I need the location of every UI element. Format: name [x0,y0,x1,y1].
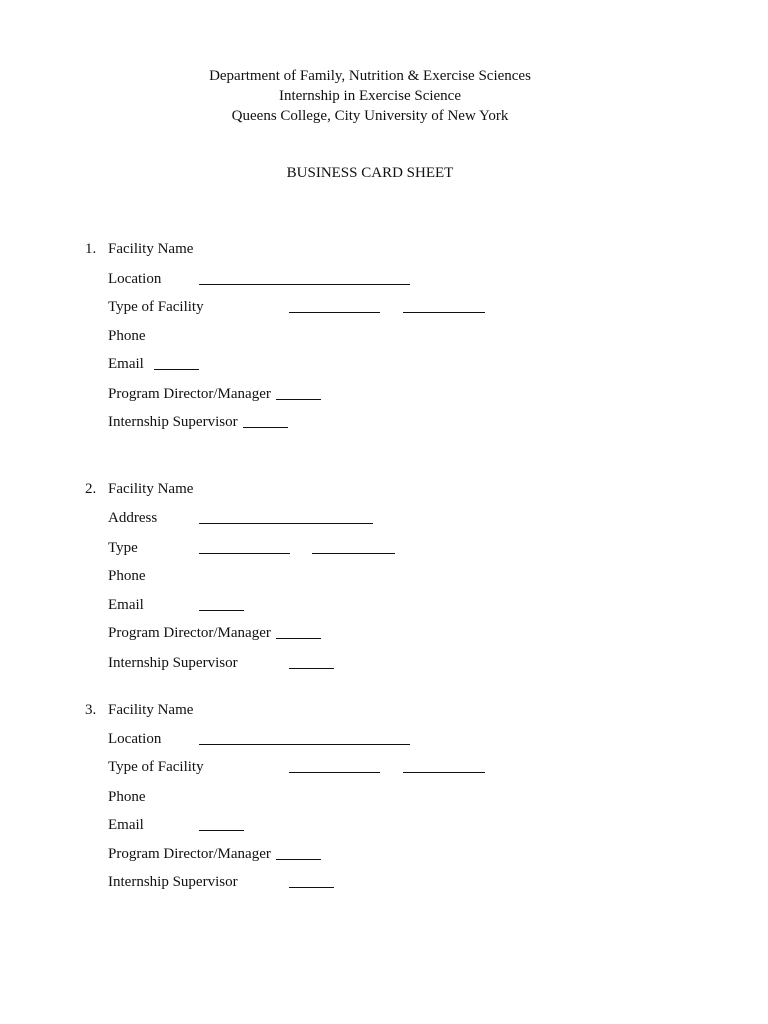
field-label-program-director: Program Director/Manager [108,846,271,862]
location-blank-line[interactable] [199,744,410,745]
address-blank-line[interactable] [199,523,373,524]
email-blank-line[interactable] [199,610,244,611]
field-label-email: Email [108,817,144,833]
section-number: 1. [85,241,97,257]
type-blank-line-2[interactable] [403,772,485,773]
field-label-facility-name: Facility Name [108,241,194,257]
email-blank-line[interactable] [154,369,199,370]
location-blank-line[interactable] [199,284,410,285]
director-blank-line[interactable] [276,859,321,860]
field-label-internship-supervisor: Internship Supervisor [108,655,238,671]
field-label-supervisor-wrap [108,412,288,432]
type-blank-line-2[interactable] [403,312,485,313]
email-blank-line[interactable] [199,830,244,831]
type-blank-line-1[interactable] [199,553,290,554]
director-blank-line[interactable] [276,638,321,639]
document-header [0,66,740,126]
type-blank-line-1[interactable] [289,312,380,313]
field-label-type-of-facility: Type of Facility [108,299,204,315]
field-label-email: Email [108,356,144,372]
field-label-facility-name: Facility Name [108,481,194,497]
field-label-phone: Phone [108,568,146,584]
section-number: 3. [85,702,97,718]
field-label-director-wrap [108,623,321,643]
field-label-type: Type [108,540,138,556]
director-blank-line[interactable] [276,399,321,400]
field-label-location: Location [108,271,162,287]
field-label-facility-name: Facility Name [108,702,194,718]
field-label-location: Location [108,731,162,747]
field-label-internship-supervisor: Internship Supervisor [108,414,238,430]
supervisor-blank-line[interactable] [289,668,334,669]
supervisor-blank-line[interactable] [289,887,334,888]
sheet-title: BUSINESS CARD SHEET [286,165,454,181]
section-number: 2. [85,481,97,497]
type-blank-line-2[interactable] [312,553,395,554]
field-label-program-director: Program Director/Manager [108,386,271,402]
department-name: Department of Family, Nutrition & Exercise Sciences [209,68,531,84]
field-label-director-wrap [108,384,321,404]
field-label-address: Address [108,510,158,526]
college-name: Queens College, City University of New York [231,108,509,124]
field-label-email-wrap [108,354,199,374]
field-label-internship-supervisor: Internship Supervisor [108,874,238,890]
field-label-program-director: Program Director/Manager [108,625,271,641]
type-blank-line-1[interactable] [289,772,380,773]
supervisor-blank-line[interactable] [243,427,288,428]
field-label-phone: Phone [108,789,146,805]
field-label-phone: Phone [108,328,146,344]
field-label-type-of-facility: Type of Facility [108,759,204,775]
field-label-email: Email [108,597,144,613]
course-name: Internship in Exercise Science [278,88,461,104]
field-label-director-wrap [108,844,321,864]
